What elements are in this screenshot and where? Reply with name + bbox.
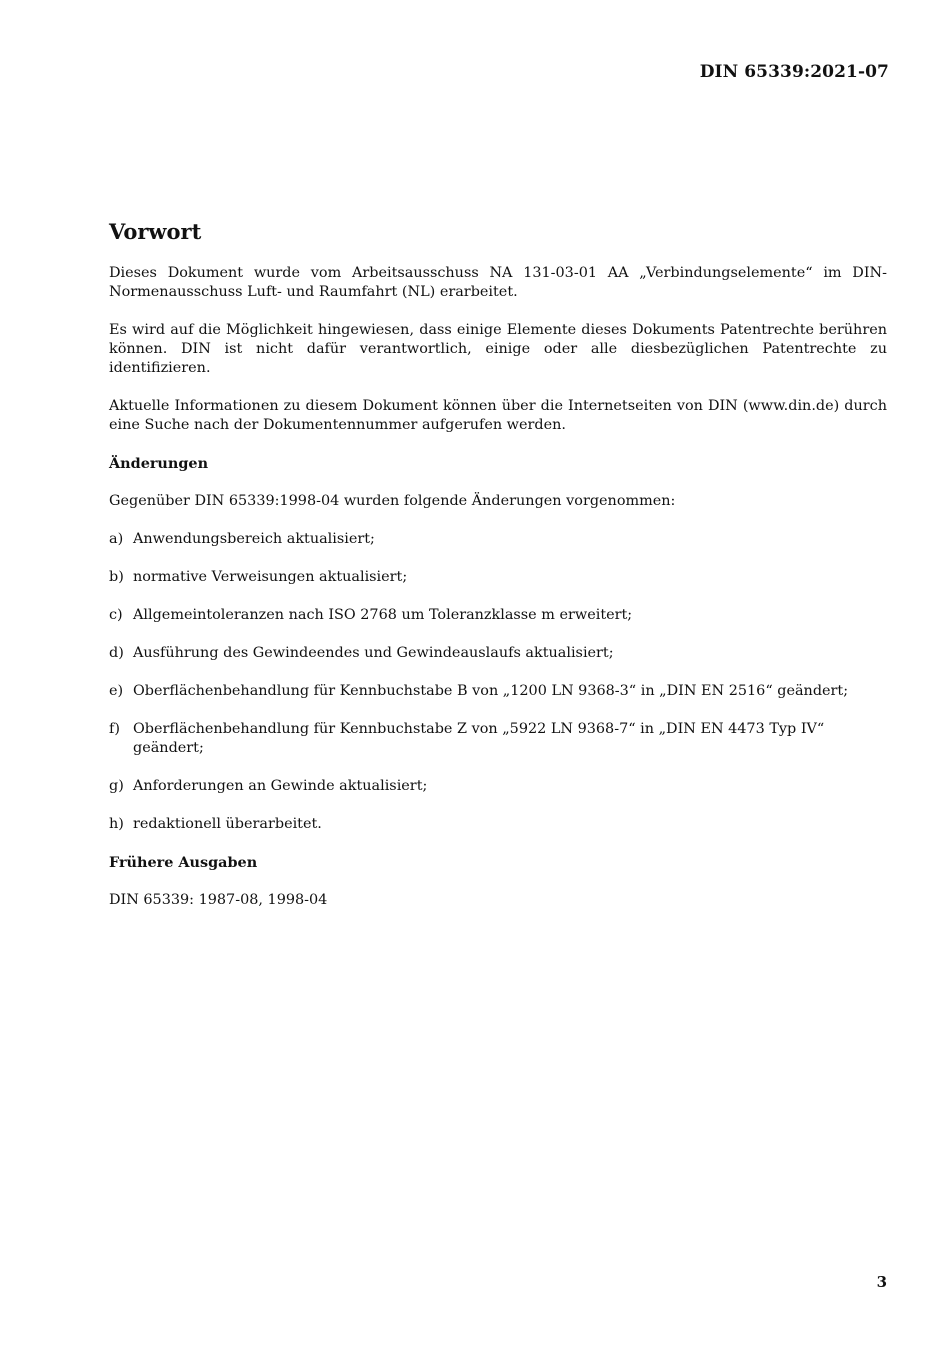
changes-heading: Änderungen — [109, 455, 209, 472]
paragraph-committee: Dieses Dokument wurde vom Arbeitsausschuss NA 131-03-01 AA „Verbindungselemente“ im DIN-Normenausschuss Luft- und Raumfahrt (NL) erarbeitet. — [109, 265, 887, 300]
document-body — [109, 218, 887, 929]
paragraph-patent-notice: Es wird auf die Möglichkeit hingewiesen, dass einige Elemente dieses Dokuments Patentrechte berühren können. DIN ist nicht dafür verantwortlich, einige oder alle diesbezüglichen Patentrechte zu identifizieren. — [109, 322, 887, 376]
list-item-text: Anforderungen an Gewinde aktualisiert; — [133, 778, 428, 794]
page-number: 3 — [876, 1273, 887, 1291]
previous-editions-heading: Frühere Ausgaben — [109, 854, 258, 871]
list-marker: a) — [109, 531, 124, 547]
list-item-text: Anwendungsbereich aktualisiert; — [133, 531, 375, 547]
list-item — [109, 606, 887, 625]
list-item-text: Ausführung des Gewindeendes und Gewindeauslaufs aktualisiert; — [133, 645, 614, 661]
list-item — [109, 815, 887, 834]
list-item — [109, 777, 887, 796]
list-marker: h) — [109, 816, 124, 832]
list-marker: b) — [109, 569, 124, 585]
list-item-text: Allgemeintoleranzen nach ISO 2768 um Toleranzklasse m erweitert; — [133, 607, 633, 623]
list-marker: e) — [109, 683, 124, 699]
list-item-text: redaktionell überarbeitet. — [133, 816, 322, 832]
list-item-text: Oberflächenbehandlung für Kennbuchstabe Z von „5922 LN 9368-7“ in „DIN EN 4473 Typ IV“ geändert; — [133, 721, 825, 756]
list-item-text: Oberflächenbehandlung für Kennbuchstabe B von „1200 LN 9368-3“ in „DIN EN 2516“ geändert; — [133, 683, 849, 699]
list-item — [109, 682, 887, 701]
list-item — [109, 530, 887, 549]
list-marker: f) — [109, 721, 120, 737]
list-item — [109, 644, 887, 663]
page-title: Vorwort — [109, 219, 202, 244]
list-marker: g) — [109, 778, 124, 794]
list-marker: d) — [109, 645, 124, 661]
list-item — [109, 720, 887, 758]
previous-editions-text: DIN 65339: 1987-08, 1998-04 — [109, 892, 328, 908]
changes-intro: Gegenüber DIN 65339:1998-04 wurden folgende Änderungen vorgenommen: — [109, 493, 676, 509]
list-marker: c) — [109, 607, 123, 623]
paragraph-current-info: Aktuelle Informationen zu diesem Dokument können über die Internetseiten von DIN (www.din.de) durch eine Suche nach der Dokumentennummer aufgerufen werden. — [109, 398, 887, 433]
changes-list — [109, 530, 887, 834]
document-id-header: DIN 65339:2021-07 — [699, 62, 889, 82]
list-item-text: normative Verweisungen aktualisiert; — [133, 569, 408, 585]
list-item — [109, 568, 887, 587]
